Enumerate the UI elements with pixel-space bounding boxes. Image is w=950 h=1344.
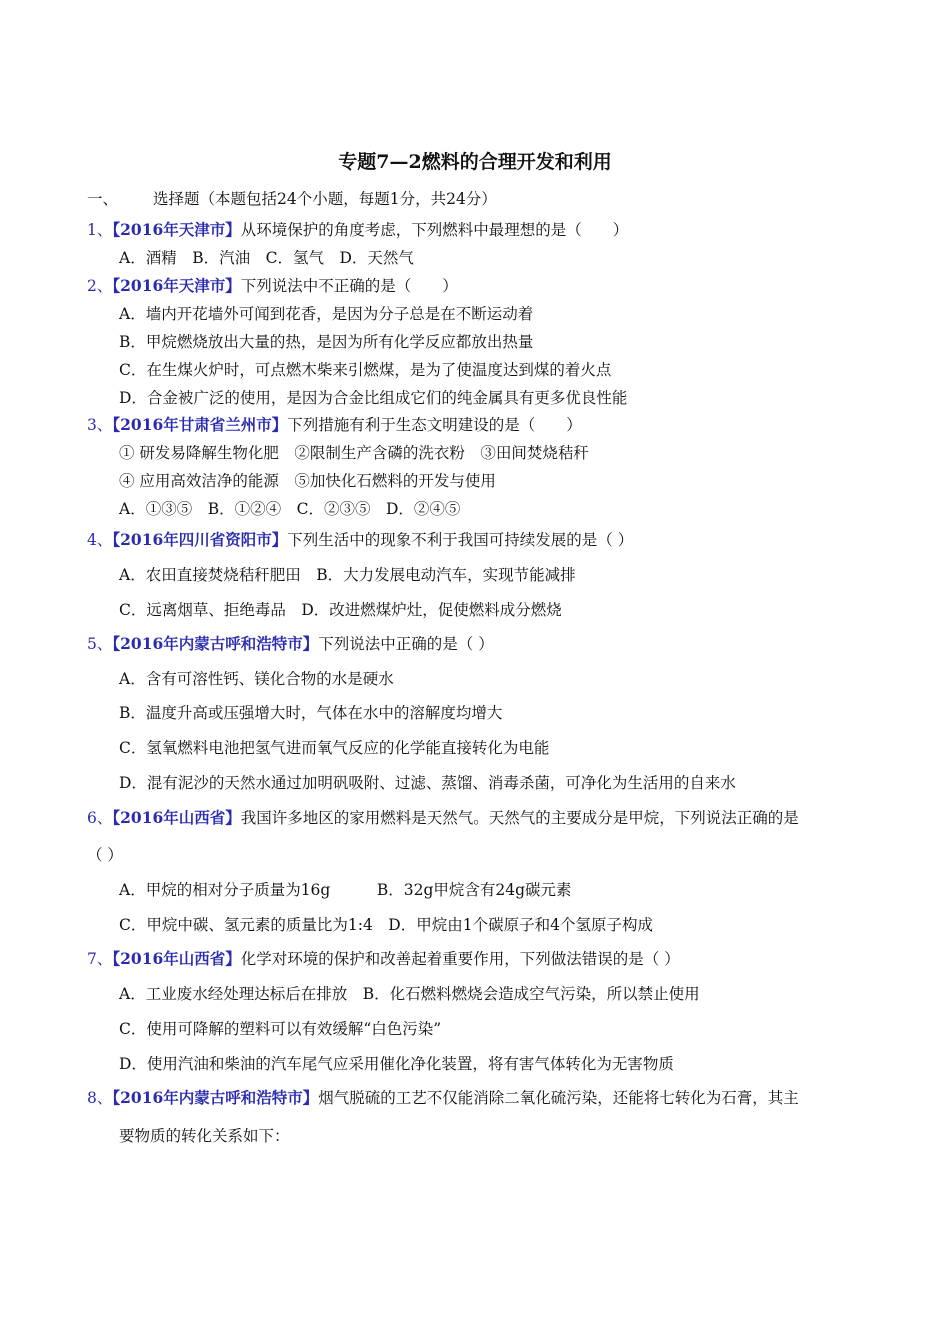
question-source: 【2016年内蒙古呼和浩特市】: [112, 1088, 319, 1107]
question-8-stem-continued: 要物质的转化关系如下：: [119, 1127, 290, 1145]
question-number: 8、: [87, 1089, 113, 1107]
question-stem: 下列生活中的现象不利于我国可持续发展的是（ ）: [287, 531, 634, 549]
question-source: 【2016年山西省】: [112, 808, 241, 827]
question-4-option: A．农田直接焚烧秸秆肥田 B．大力发展电动汽车，实现节能减排: [119, 566, 576, 584]
document-title: 专题7—2燃料的合理开发和利用: [338, 151, 612, 173]
question-1: [87, 220, 628, 240]
question-2-option: D．合金被广泛的使用，是因为合金比组成它们的纯金属具有更多优良性能: [119, 389, 628, 407]
question-6: [87, 808, 799, 828]
question-2-option: B．甲烷燃烧放出大量的热，是因为所有化学反应都放出热量: [119, 333, 534, 351]
question-number: 3、: [87, 416, 113, 434]
question-5-option: B．温度升高或压强增大时，气体在水中的溶解度均增大: [119, 704, 503, 722]
question-6-stem-continued: （ ）: [87, 846, 123, 864]
question-7: [87, 949, 680, 969]
question-source: 【2016年天津市】: [112, 220, 241, 239]
question-stem: 下列说法中不正确的是（ ）: [240, 277, 458, 295]
question-source: 【2016年内蒙古呼和浩特市】: [112, 634, 319, 653]
question-7-option: D．使用汽油和柴油的汽车尾气应采用催化净化装置，将有害气体转化为无害物质: [119, 1055, 674, 1073]
question-stem: 下列说法中正确的是（ ）: [318, 635, 494, 653]
question-stem: 下列措施有利于生态文明建设的是（ ）: [287, 416, 582, 434]
question-4: [87, 530, 633, 550]
question-stem: 烟气脱硫的工艺不仅能消除二氧化硫污染，还能将七转化为石膏，其主: [318, 1089, 799, 1107]
question-5: [87, 634, 494, 654]
question-2-option: C．在生煤火炉时，可点燃木柴来引燃煤，是为了使温度达到煤的着火点: [119, 361, 612, 379]
question-2: [87, 276, 458, 296]
question-number: 6、: [87, 809, 113, 827]
question-number: 1、: [87, 221, 113, 239]
question-3-option: ① 研发易降解生物化肥 ②限制生产含磷的洗衣粉 ③田间焚烧秸秆: [119, 444, 589, 462]
question-5-option: D．混有泥沙的天然水通过加明矾吸附、过滤、蒸馏、消毒杀菌，可净化为生活用的自来水: [119, 774, 736, 792]
section-heading: 选择题（本题包括24个小题，每题1分，共24分）: [153, 190, 497, 208]
question-5-option: A．含有可溶性钙、镁化合物的水是硬水: [119, 670, 394, 688]
question-8: [87, 1088, 799, 1108]
question-3: [87, 415, 582, 435]
question-source: 【2016年山西省】: [112, 949, 241, 968]
question-3-option: A．①③⑤ B．①②④ C．②③⑤ D．②④⑤: [119, 500, 461, 518]
question-6-option: A．甲烷的相对分子质量为16g B．32g甲烷含有24g碳元素: [119, 881, 572, 899]
question-number: 7、: [87, 950, 113, 968]
question-number: 5、: [87, 635, 113, 653]
question-5-option: C．氢氧燃料电池把氢气进而氧气反应的化学能直接转化为电能: [119, 739, 550, 757]
question-stem: 我国许多地区的家用燃料是天然气。天然气的主要成分是甲烷，下列说法正确的是: [240, 809, 799, 827]
section-number: 一、: [87, 190, 119, 208]
question-6-option: C．甲烷中碳、氢元素的质量比为1:4 D．甲烷由1个碳原子和4个氢原子构成: [119, 916, 653, 934]
question-number: 2、: [87, 277, 113, 295]
question-number: 4、: [87, 531, 113, 549]
question-2-option: A．墙内开花墙外可闻到花香，是因为分子总是在不断运动着: [119, 305, 534, 323]
question-stem: 从环境保护的角度考虑，下列燃料中最理想的是（ ）: [240, 221, 629, 239]
question-4-option: C．远离烟草、拒绝毒品 D．改进燃煤炉灶，促使燃料成分燃烧: [119, 601, 562, 619]
question-3-option: ④ 应用高效洁净的能源 ⑤加快化石燃料的开发与使用: [119, 472, 496, 490]
question-source: 【2016年甘肃省兰州市】: [112, 415, 288, 434]
question-7-option: C．使用可降解的塑料可以有效缓解“白色污染”: [119, 1020, 442, 1038]
question-stem: 化学对环境的保护和改善起着重要作用，下列做法错误的是（ ）: [240, 950, 680, 968]
question-source: 【2016年天津市】: [112, 276, 241, 295]
question-7-option: A．工业废水经处理达标后在排放 B．化石燃料燃烧会造成空气污染，所以禁止使用: [119, 985, 700, 1003]
question-1-option: A．酒精 B．汽油 C．氢气 D．天然气: [119, 249, 414, 267]
question-source: 【2016年四川省资阳市】: [112, 530, 288, 549]
